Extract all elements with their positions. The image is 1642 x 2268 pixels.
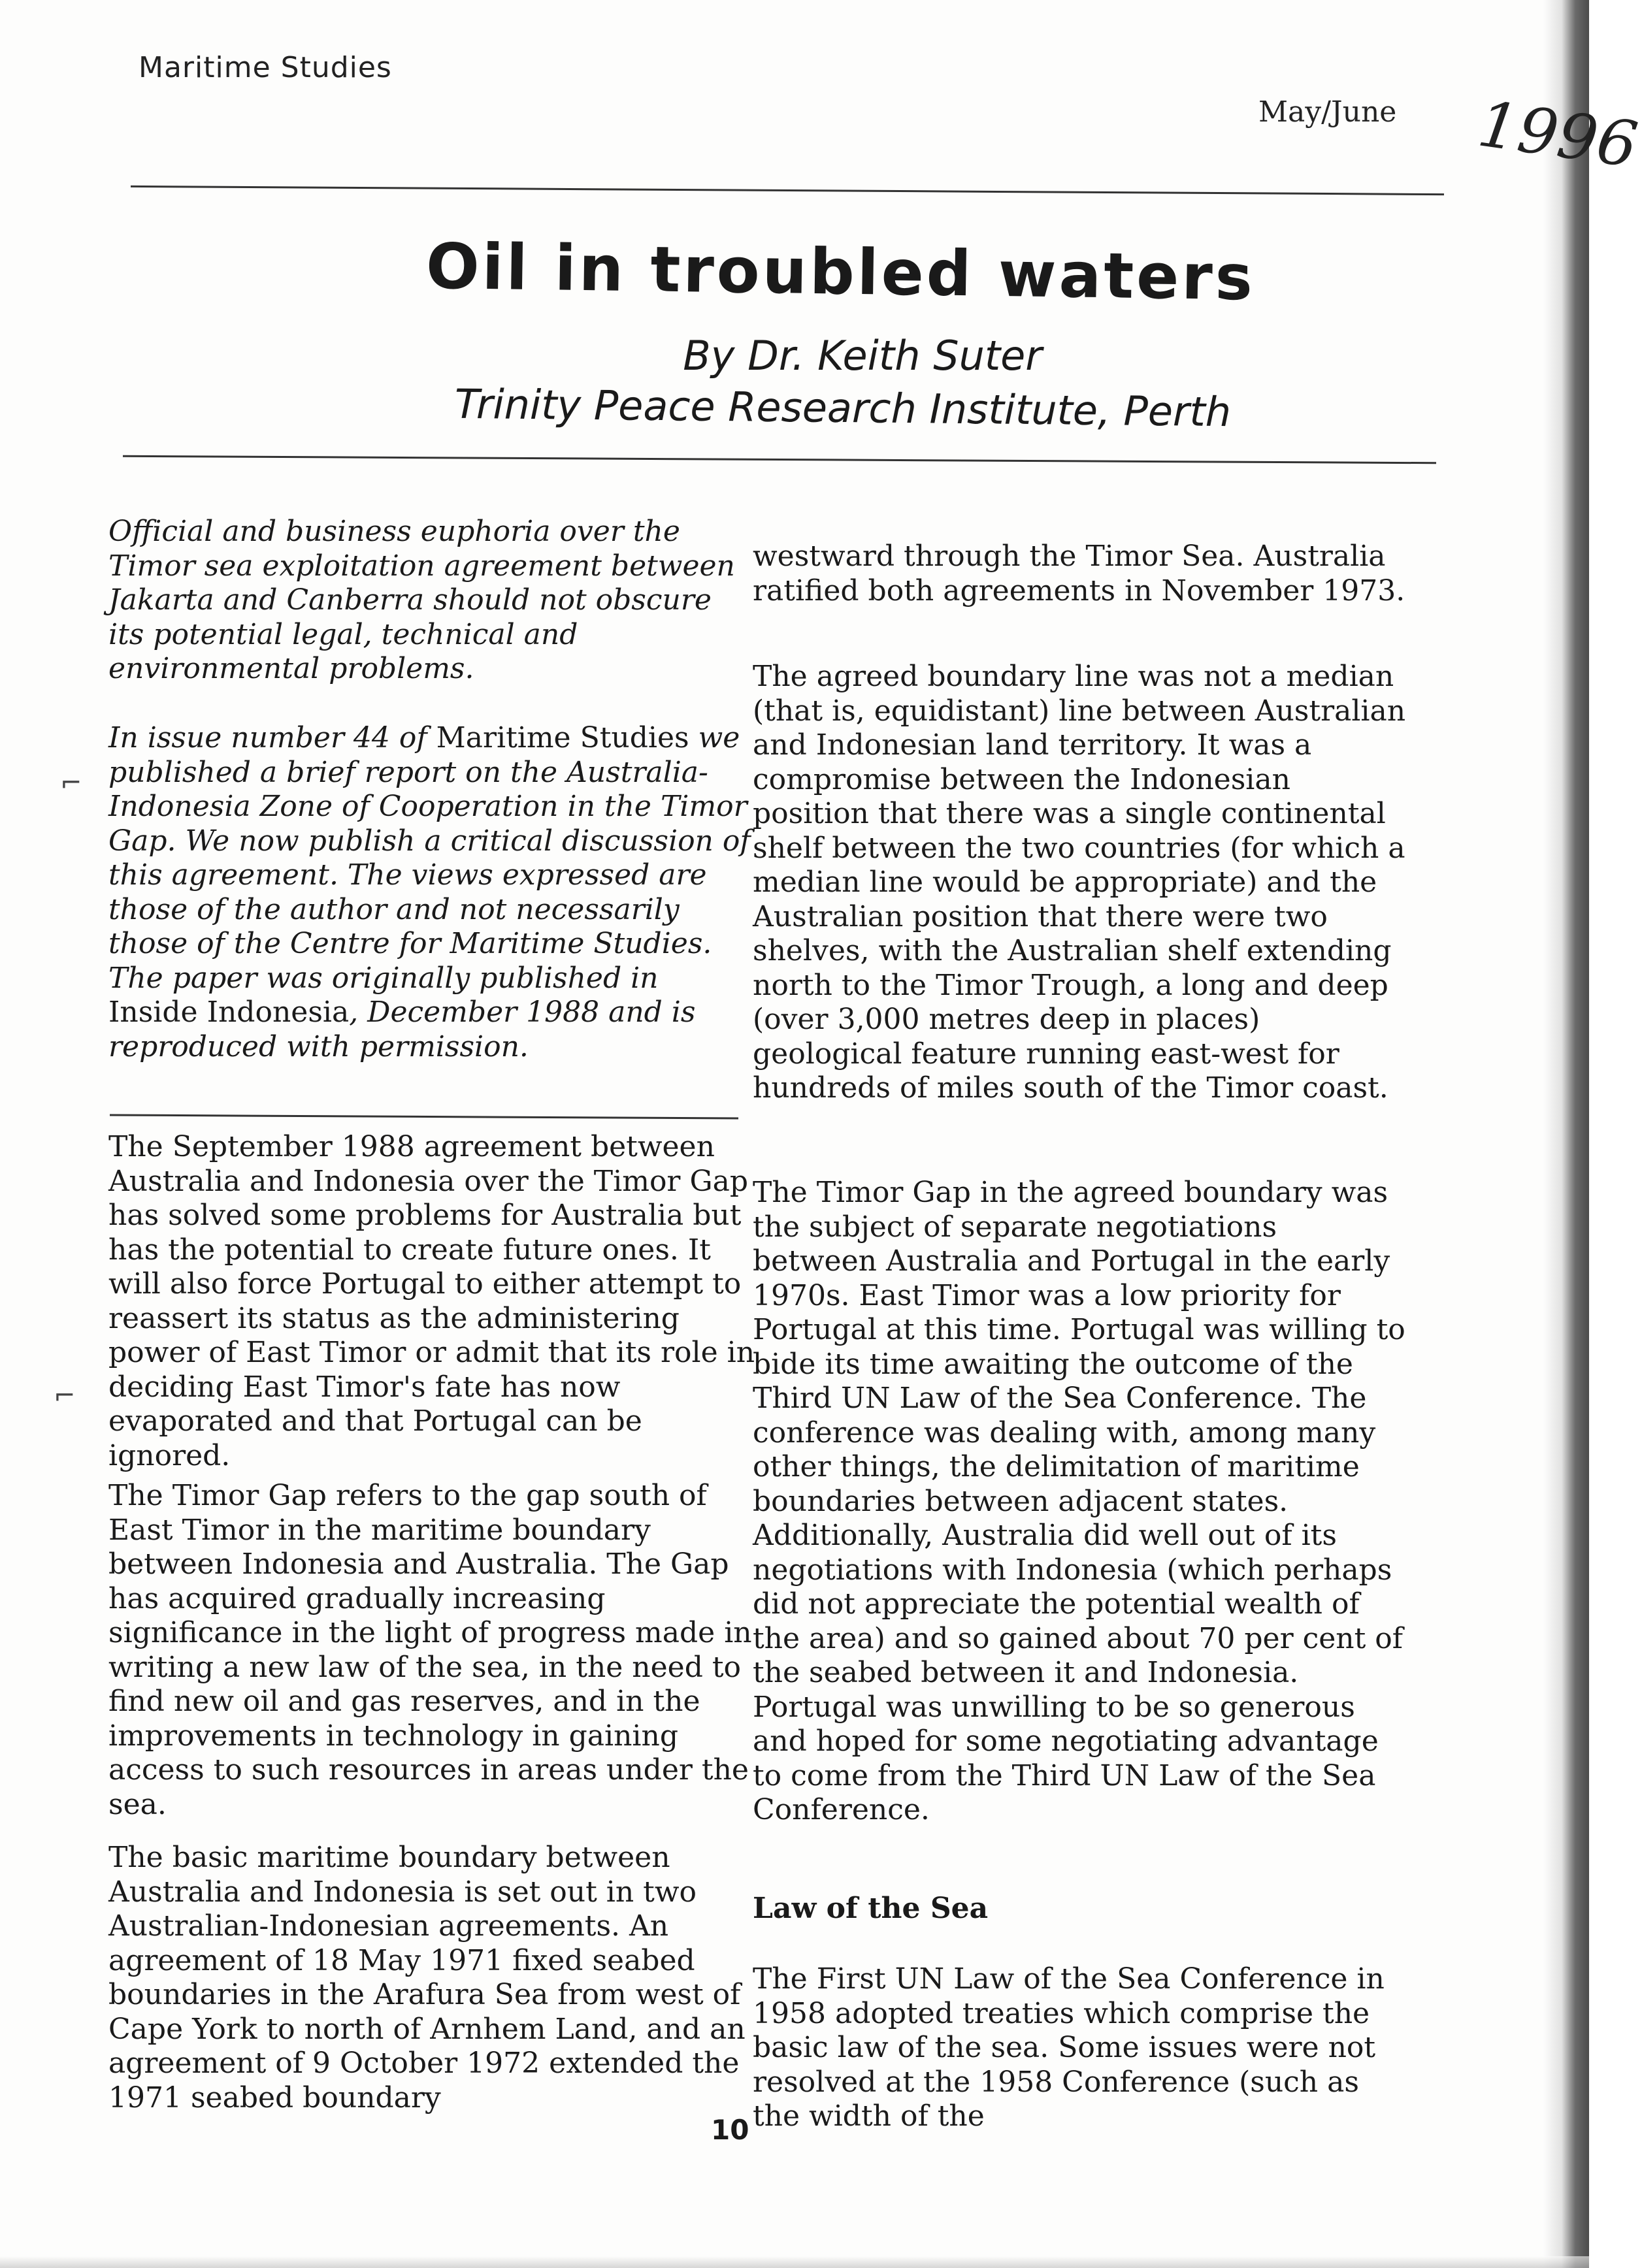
journal-name: Maritime Studies <box>139 51 392 84</box>
article-title: Oil in troubled waters <box>425 229 1256 315</box>
margin-mark: ⌐ <box>60 768 82 798</box>
body-paragraph: The September 1988 agreement between Australia and Indonesia over the Timor Gap has solved some problems for Australia but has the potential to create future ones. It will also force Portugal to either attempt to reassert its status as the administering power of East Timor or admit that its role in deciding East Timor's fate has now evaporated and that Portugal can be ignored. <box>108 1130 755 1472</box>
section-heading: Law of the Sea <box>753 1892 989 1925</box>
body-paragraph: The First UN Law of the Sea Conference in 1958 adopted treaties which comprise the basic law of the sea. Some issues were not resolved at the 1958 Conference (such as the width of the <box>753 1962 1385 2133</box>
page-number: 10 <box>711 2114 749 2146</box>
intro-note-part-b: we published a brief report on the Australia-Indonesia Zone of Cooperation in the Timor Gap. We now publish a critical discussion of this agreement. The views expressed are those of the author and not necessarily those of the Centre for Maritime Studies. The paper was originally published in <box>108 721 751 995</box>
right-column <box>753 0 1406 2268</box>
body-paragraph: The agreed boundary line was not a median (that is, equidistant) line between Australian and Indonesian land territory. It was a compromise between the Indonesian position that there was a single continental shelf between the two countries (for which a median line would be appropriate) and the Australian position that there were two shelves, with the Australian shelf extending north to the Timor Trough, a long and deep (over 3,000 metres deep in places) geological feature running east-west for hundreds of miles south of the Timor coast. <box>753 660 1406 1105</box>
intro-editor-note <box>108 721 755 1064</box>
intro-note-journal: Maritime Studies <box>436 721 689 754</box>
article-author: By Dr. Keith Suter <box>683 332 1042 380</box>
author-institution: Trinity Peace Research Institute, Perth <box>454 380 1232 436</box>
issue-date: May/June <box>1258 95 1397 129</box>
intro-summary: Official and business euphoria over the Timor sea exploitation agreement between Jakarta and Canberra should not obscure its potential legal, technical and environmental problems. <box>108 515 735 685</box>
intro-note-part-a: In issue number 44 of <box>108 721 436 754</box>
body-paragraph: The basic maritime boundary between Australia and Indonesia is set out in two Australian-Indonesian agreements. An agreement of 18 May 1971 fixed seabed boundaries in the Arafura Sea from west of Cape York to north of Arnhem Land, and an agreement of 9 October 1972 extended the 1971 seabed boundary <box>108 1841 746 2114</box>
body-paragraph: westward through the Timor Sea. Australia ratified both agreements in November 1973. <box>753 540 1405 608</box>
intro-note-part-c: , December 1988 and is reproduced with permission. <box>108 996 696 1063</box>
intro-note-source: Inside Indonesia <box>108 996 350 1029</box>
body-paragraph: The Timor Gap in the agreed boundary was the subject of separate negotiations between Australia and Portugal in the early 1970s. East Timor was a low priority for Portugal at this time. Portugal was willing to bide its time awaiting the outcome of the Third UN Law of the Sea Conference. The conference was dealing with, among many other things, the delimitation of maritime boundaries between adjacent states. Additionally, Australia did well out of its negotiations with Indonesia (which perhaps did not appreciate the potential wealth of the area) and so gained about 70 per cent of the seabed between it and Indonesia. Portugal was unwilling to be so generous and hoped for some negotiating advantage to come from the Third UN Law of the Sea Conference. <box>753 1176 1405 1826</box>
body-paragraph: The Timor Gap refers to the gap south of East Timor in the maritime boundary between Indonesia and Australia. The Gap has acquired gradually increasing significance in the light of progress made in writing a new law of the sea, in the need to find new oil and gas reserves, and in the improvements in technology in gaining access to such resources in areas under the sea. <box>108 1479 752 1821</box>
left-column <box>108 0 755 2268</box>
handwritten-year: 1996 <box>1473 87 1642 182</box>
margin-mark: ⌐ <box>54 1381 76 1411</box>
binding-shadow <box>1543 0 1589 2268</box>
